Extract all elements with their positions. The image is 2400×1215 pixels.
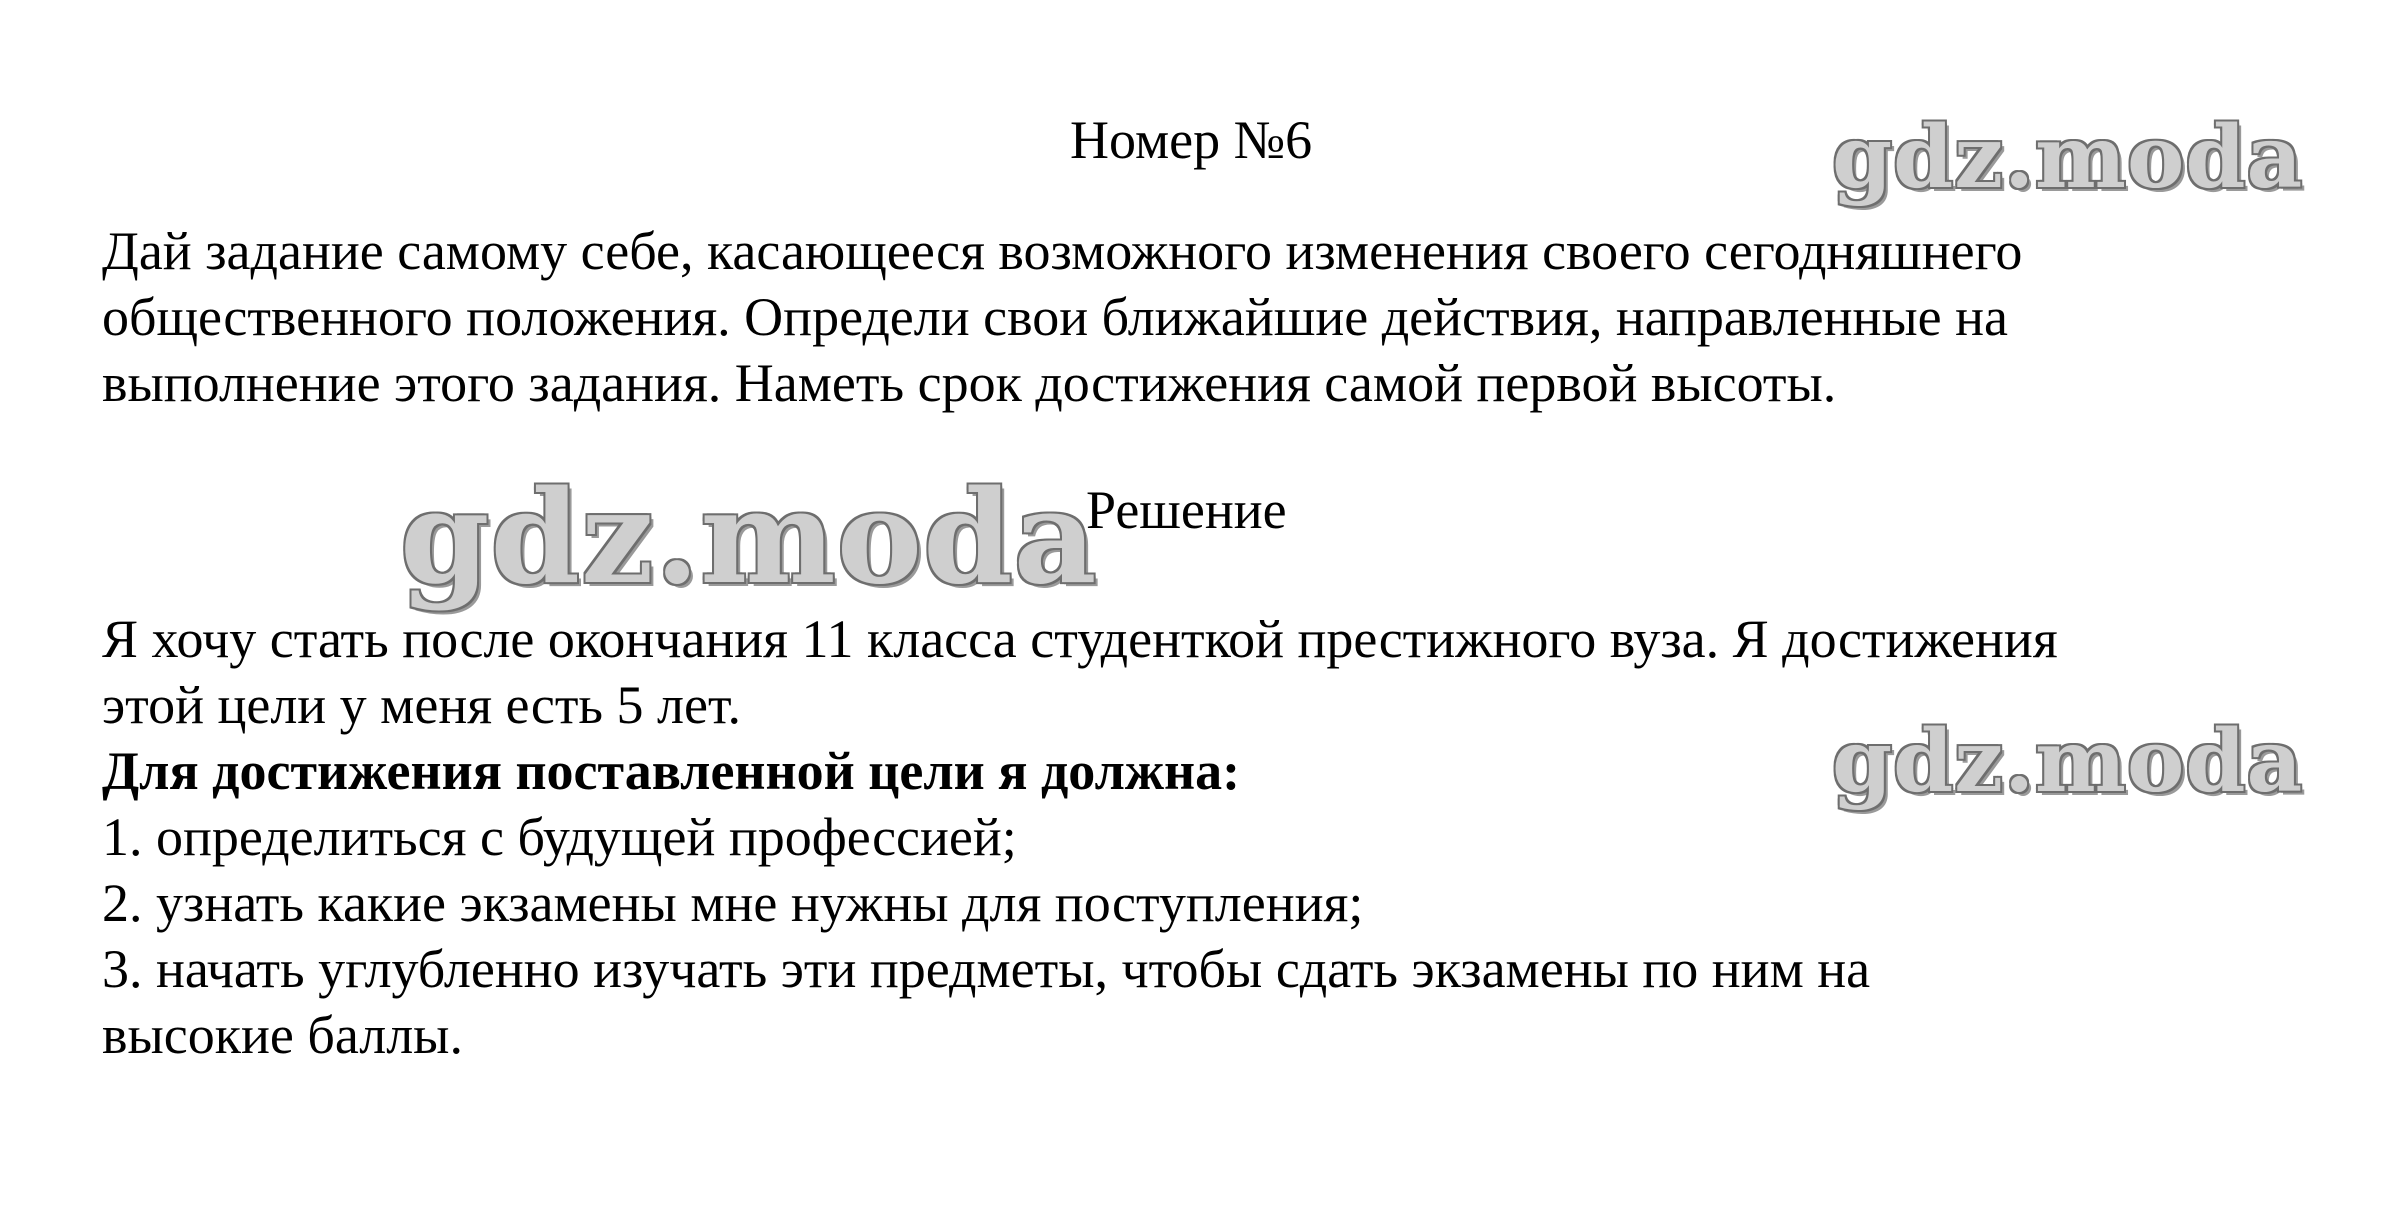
task-line: Дай задание самому себе, касающееся возможного изменения своего сегодняшнего bbox=[102, 221, 2023, 281]
task-text bbox=[102, 218, 2362, 416]
answer-list-item: 2. узнать какие экзамены мне нужны для поступления; bbox=[102, 873, 1364, 933]
watermark-logo-top-right: gdz.moda bbox=[1832, 107, 2304, 208]
answer-text bbox=[102, 606, 2362, 1068]
solution-heading: Решение bbox=[1086, 480, 1287, 540]
watermark-logo-middle: gdz.moda bbox=[400, 463, 1098, 613]
task-line: выполнение этого задания. Наметь срок достижения самой первой высоты. bbox=[102, 353, 1837, 413]
answer-list-item-continuation: высокие баллы. bbox=[102, 1005, 463, 1065]
watermark-logo-lower-right: gdz.moda bbox=[1832, 711, 2304, 812]
answer-line: этой цели у меня есть 5 лет. bbox=[102, 675, 742, 735]
answer-list-item: 3. начать углубленно изучать эти предметы, чтобы сдать экзамены по ним на bbox=[102, 939, 1871, 999]
answer-bold-heading: Для достижения поставленной цели я должна: bbox=[102, 741, 1241, 801]
answer-list-item: 1. определиться с будущей профессией; bbox=[102, 807, 1017, 867]
page-title: Номер №6 bbox=[1070, 110, 1313, 170]
answer-line: Я хочу стать после окончания 11 класса студенткой престижного вуза. Я достижения bbox=[102, 609, 2058, 669]
task-line: общественного положения. Определи свои ближайшие действия, направленные на bbox=[102, 287, 2008, 347]
